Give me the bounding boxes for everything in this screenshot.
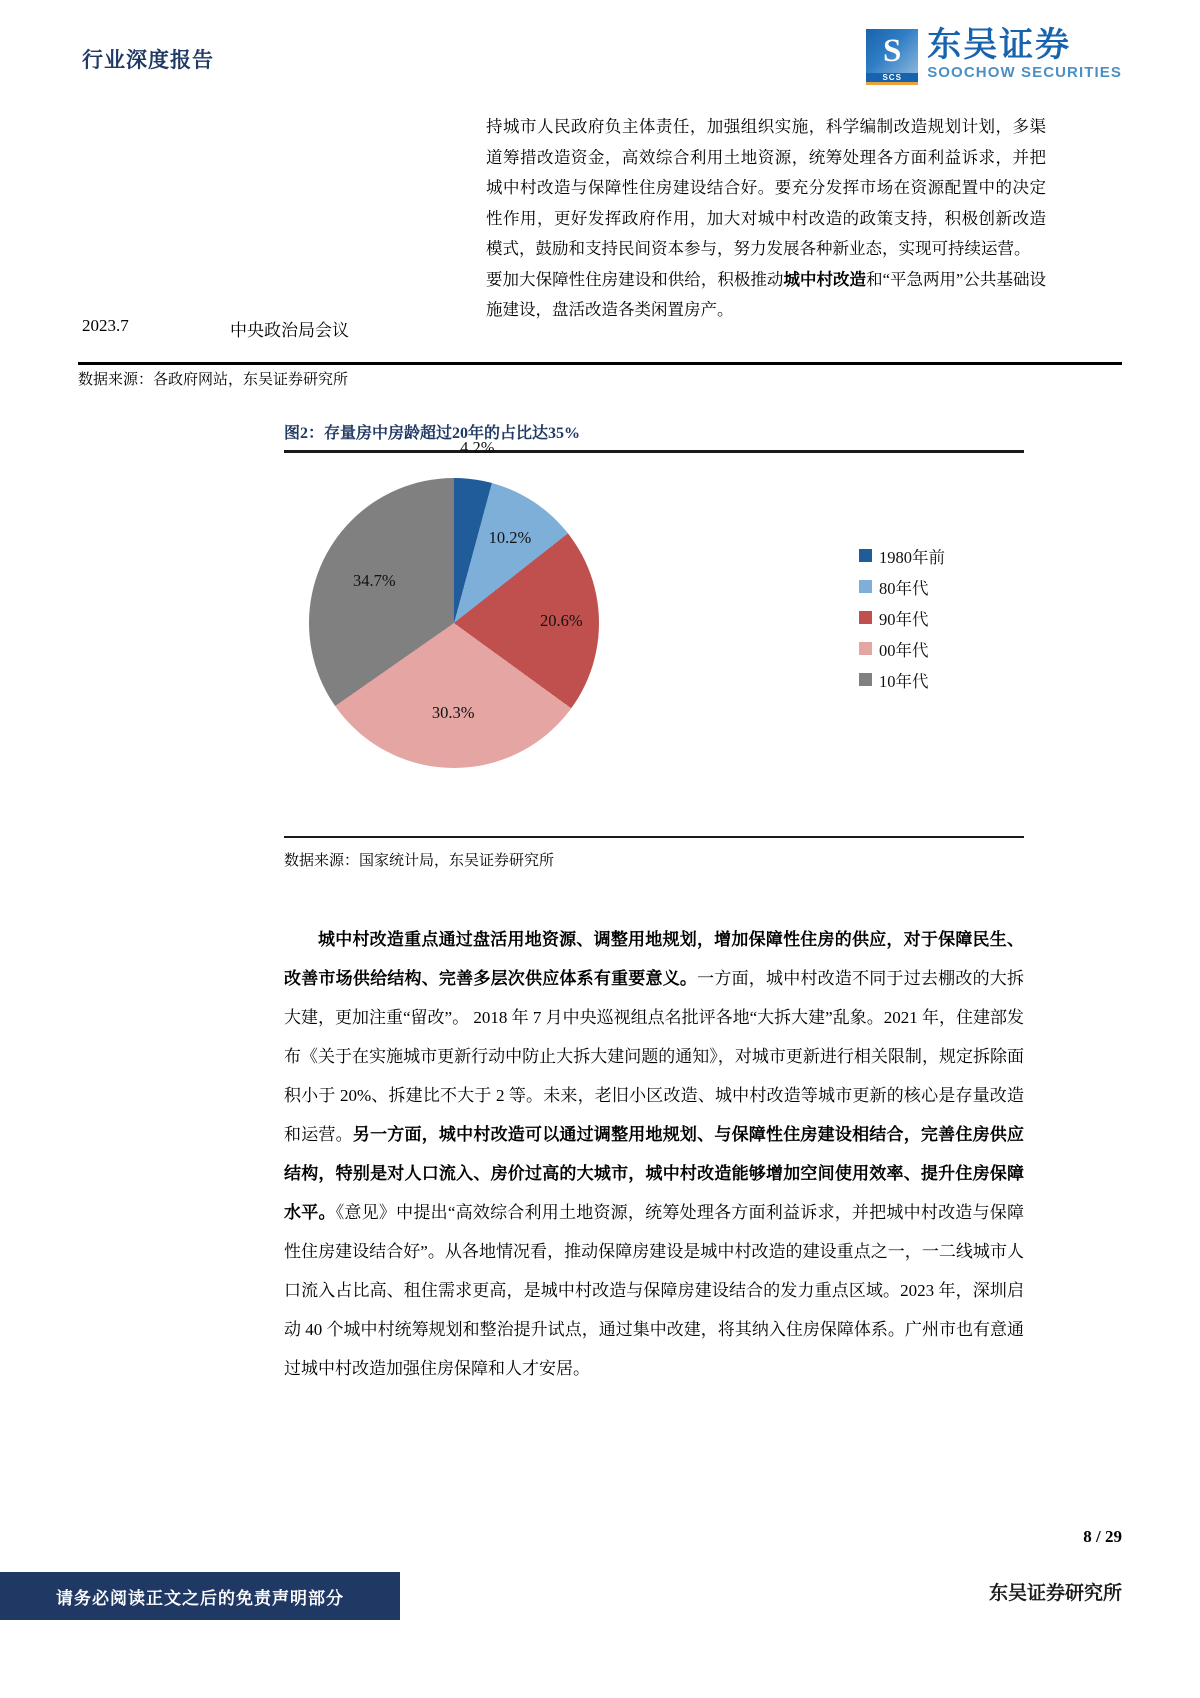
page-current: 8 [1083,1527,1092,1546]
policy-table-row [78,104,1122,356]
pie-label-00年代: 30.3% [431,702,475,722]
brand-text [927,28,1122,81]
pie-label-80年代: 10.2% [488,528,532,548]
brand-name-en: SOOCHOW SECURITIES [927,64,1122,81]
legend-item-80年代 [859,571,945,602]
legend-item-90年代 [859,602,945,633]
para1-bold-mid: 另一方面，城中村改造可以通过调整用地规划、与保障性住房建设相结合，完善住房供应结构，特别是对人口流入、房价过高的大城市，城中村改造能够增加空间使用效率、提升住房保障水平。 [284,1125,1025,1222]
page-header [0,0,1200,100]
pie-label-10年代: 34.7% [352,571,396,591]
policy-content-highlight: 城中村改造 [783,269,867,289]
brand-name-cn: 东吴证券 [927,27,1072,64]
logo-scs-label: SCS [866,73,918,82]
policy-table [78,104,1122,356]
legend-item-10年代 [859,664,945,695]
report-type-label: 行业深度报告 [82,48,214,72]
body-copy [284,920,1024,1388]
legend-label: 10年代 [879,671,929,691]
policy-content-cell [486,112,1046,326]
soochow-logo-icon [866,29,918,81]
exhibit-figure-2 [284,420,1024,870]
disclaimer-bar: 请务必阅读正文之后的免责声明部分 [0,1572,400,1620]
policy-table-source: 数据来源：各政府网站，东吴证券研究所 [78,372,349,388]
policy-date-cell: 2023.7 [82,316,129,335]
page-number [1083,1527,1122,1547]
brand-logo [866,28,1122,81]
logo-s-glyph: S [883,33,902,69]
policy-meeting-cell: 中央政治局会议 [230,321,349,340]
pie-label-1980年前: 4.2% [460,437,495,457]
policy-content-part2-b: 和“平急两用”公共基础设施建设，盘活改造各类闲置房产。 [486,269,1046,319]
policy-content-part2-a: 要加大保障性住房建设和供给，积极推动 [486,269,784,289]
legend-label: 80年代 [879,578,929,598]
para1-text-b: 《意见》中提出“高效综合利用土地资源，统筹处理各方面利益诉求，并把城中村改造与保障性住房建设结合好”。从各地情况看，推动保障房建设是城中村改造的建设重点之一，一二线城市人口流入占比高、租住需求更高，是城中村改造与保障房建设结合的发力重点区域。2023 年，深圳启动 40 个城中村统筹规划和整治提升试点，通过集中改建，将其纳入住房保障体系。广州市也有意通过城中村改造加强住房保障和人才安居。 [284,1203,1025,1378]
legend-label: 00年代 [879,640,929,660]
legend-item-00年代 [859,633,945,664]
policy-table-bottom-rule [78,362,1122,365]
page-total: 29 [1105,1527,1122,1546]
legend-swatch-icon [859,549,872,562]
policy-content-part1: 持城市人民政府负主体责任，加强组织实施，科学编制改造规划计划，多渠道筹措改造资金，高效综合利用土地资源，统筹处理各方面利益诉求，并把城中村改造与保障性住房建设结合好。要充分发挥市场在资源配置中的决定性作用，更好发挥政府作用，加大对城中村改造的政策支持，积极创新改造模式，鼓励和支持民间资本参与，努力发展各种新业态，实现可持续运营。 [486,117,1046,258]
exhibit-title: 图2：存量房中房龄超过20年的占比达35% [284,425,581,442]
legend-label: 90年代 [879,609,929,629]
legend-swatch-icon [859,611,872,624]
legend-swatch-icon [859,642,872,655]
legend-item-1980年前 [859,540,945,571]
logo-accent-underline [866,82,918,85]
pie-chart [284,437,1024,836]
footer-firm-name: 东吴证券研究所 [988,1583,1122,1604]
paragraph-1 [284,920,1024,1388]
legend-swatch-icon [859,673,872,686]
page-separator: / [1096,1527,1101,1546]
pie-label-90年代: 20.6% [539,610,583,630]
para1-text-a: 一方面，城中村改造不同于过去棚改的大拆大建，更加注重“留改”。 2018 年 7 月中央巡视组点名批评各地“大拆大建”乱象。2021 年，住建部发布《关于在实施城市更新行动中防止大拆大建问题的通知》，对城市更新进行相关限制，规定拆除面积小于 20%、拆建比不大于 2 等。未来，老旧小区改造、城中村改造等城市更新的核心是存量改造和运营。 [284,969,1025,1144]
exhibit-source: 数据来源：国家统计局，东吴证券研究所 [284,853,555,869]
legend-swatch-icon [859,580,872,593]
legend-label: 1980年前 [879,547,945,567]
para1-bold-lead: 城中村改造重点通过盘活用地资源、调整用地规划，增加保障性住房的供应，对于保障民生、改善市场供给结构、完善多层次供应体系有重要意义。 [284,930,1024,988]
chart-legend [859,540,945,695]
